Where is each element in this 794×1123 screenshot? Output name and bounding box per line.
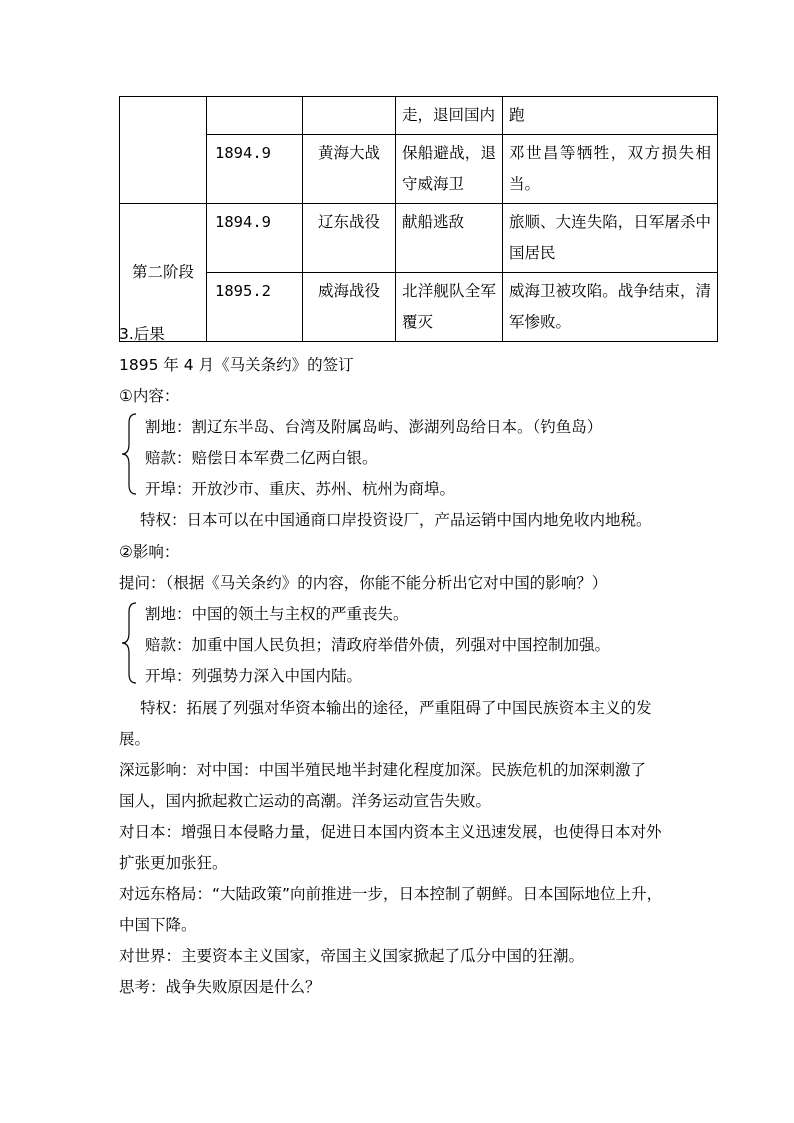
content-item-ports: 开埠：开放沙市、重庆、苏州、杭州为商埠。: [145, 480, 456, 498]
content-item-privilege: 特权：日本可以在中国通商口岸投资设厂，产品运销中国内地免收内地税。: [140, 511, 652, 529]
war-table: [119, 96, 718, 342]
table-row: [120, 135, 718, 204]
treaty-line: 1895 年 4 月《马关条约》的签订: [119, 356, 354, 374]
stage-cell: [120, 97, 207, 204]
date-cell: 1894.9: [207, 135, 303, 204]
battle-cell: 辽东战役: [303, 204, 396, 273]
battle-cell: 威海战役: [303, 273, 396, 342]
impact-item-indemnity: 赔款：加重中国人民负担；清政府举借外债，列强对中国控制加强。: [145, 636, 611, 654]
japan-impact-line-1: 对日本：增强日本侵略力量，促进日本国内资本主义迅速发展，也使得日本对外: [119, 823, 662, 841]
china-impact-line-2: 国人，国内掀起救亡运动的高潮。洋务运动宣告失败。: [119, 792, 492, 810]
impact-item-cession: 割地：中国的领土与主权的严重丧失。: [145, 605, 409, 623]
left-brace-icon: [119, 601, 143, 685]
content-title: ①内容：: [119, 387, 180, 405]
result-cell: 威海卫被攻陷。战争结束，清军惨败。: [503, 273, 718, 342]
battle-cell: 黄海大战: [303, 135, 396, 204]
japan-impact-line-2: 扩张更加张狂。: [119, 854, 228, 872]
battle-cell: [303, 97, 396, 135]
table-row: [120, 204, 718, 273]
left-brace-icon: [119, 412, 143, 496]
result-cell: 邓世昌等牺牲，双方损失相当。: [503, 135, 718, 204]
section-heading: 3.后果: [119, 325, 165, 343]
date-cell: 1894.9: [207, 204, 303, 273]
date-cell: 1895.2: [207, 273, 303, 342]
content-item-indemnity: 赔款：赔偿日本军费二亿两白银。: [145, 449, 378, 467]
fareast-impact-line-2: 中国下降。: [119, 916, 197, 934]
world-impact-line: 对世界：主要资本主义国家，帝国主义国家掀起了瓜分中国的狂潮。: [119, 947, 585, 965]
impact-privilege-line-2: 展。: [119, 730, 151, 748]
question-line: 提问：（根据《马关条约》的内容，你能不能分析出它对中国的影响？）: [119, 574, 608, 592]
action-cell: 献船逃敌: [396, 204, 503, 273]
result-cell: 跑: [503, 97, 718, 135]
impact-title: ②影响：: [119, 543, 180, 561]
stage-cell: 第二阶段: [120, 204, 207, 342]
impact-privilege-line-1: 特权：拓展了列强对华资本输出的途径，严重阻碍了中国民族资本主义的发: [140, 699, 652, 717]
action-cell: 保船避战，退守威海卫: [396, 135, 503, 204]
result-cell: 旅顺、大连失陷，日军屠杀中国居民: [503, 204, 718, 273]
table-row: [120, 273, 718, 342]
action-cell: 走，退回国内: [396, 97, 503, 135]
impact-item-ports: 开埠：列强势力深入中国内陆。: [145, 667, 363, 685]
china-impact-line-1: 深远影响：对中国：中国半殖民地半封建化程度加深。民族危机的加深刺激了: [119, 761, 647, 779]
think-question: 思考：战争失败原因是什么？: [119, 978, 321, 996]
date-cell: [207, 97, 303, 135]
action-cell: 北洋舰队全军覆灭: [396, 273, 503, 342]
fareast-impact-line-1: 对远东格局：“大陆政策”向前推进一步，日本控制了朝鲜。日本国际地位上升，: [119, 885, 663, 903]
content-item-cession: 割地：割辽东半岛、台湾及附属岛屿、澎湖列岛给日本。（钓鱼岛）: [145, 418, 603, 436]
table-row: [120, 97, 718, 135]
